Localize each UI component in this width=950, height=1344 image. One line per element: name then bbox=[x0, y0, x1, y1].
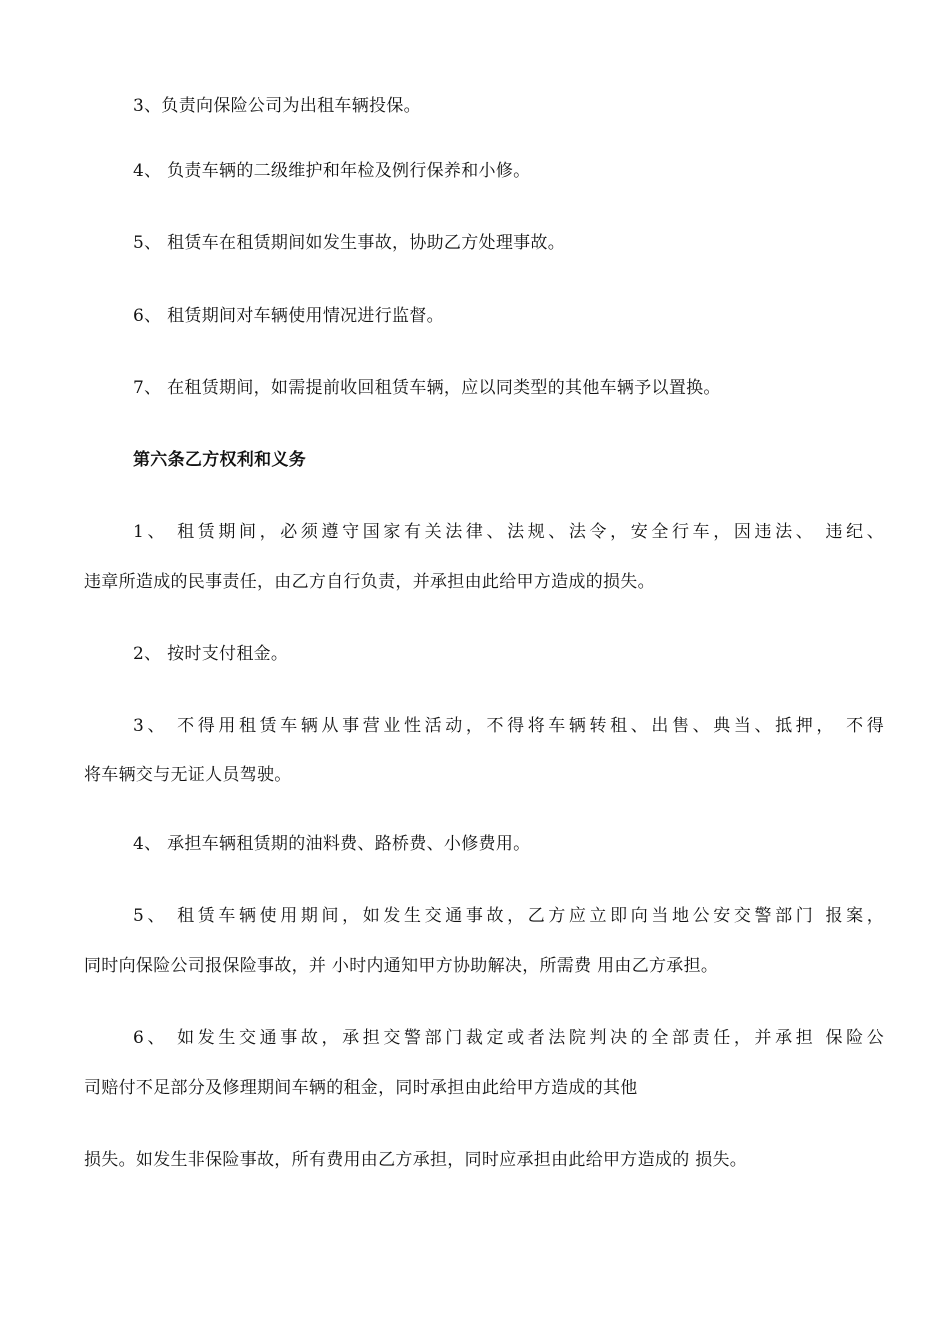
party-b-item-2: 2、 按时支付租金。 bbox=[133, 644, 289, 664]
party-b-item-5-line-1: 5、 租赁车辆使用期间，如发生交通事故，乙方应立即向当地公安交警部门 报案， bbox=[133, 906, 884, 926]
duty-item-7: 7、 在租赁期间，如需提前收回租赁车辆，应以同类型的其他车辆予以置换。 bbox=[133, 378, 721, 398]
duty-item-4: 4、 负责车辆的二级维护和年检及例行保养和小修。 bbox=[133, 161, 531, 181]
duty-item-5: 5、 租赁车在租赁期间如发生事故，协助乙方处理事故。 bbox=[133, 233, 566, 253]
party-b-item-1-line-1: 1、 租赁期间，必须遵守国家有关法律、法规、法令，安全行车，因违法、 违纪、 bbox=[133, 522, 884, 542]
duty-item-3: 3、负责向保险公司为出租车辆投保。 bbox=[133, 96, 421, 116]
party-b-item-6-line-2: 司赔付不足部分及修理期间车辆的租金，同时承担由此给甲方造成的其他 bbox=[84, 1078, 638, 1098]
party-b-item-4: 4、 承担车辆租赁期的油料费、路桥费、小修费用。 bbox=[133, 834, 531, 854]
duty-item-6: 6、 租赁期间对车辆使用情况进行监督。 bbox=[133, 306, 444, 326]
party-b-item-3-line-1: 3、 不得用租赁车辆从事营业性活动，不得将车辆转租、出售、典当、抵押， 不得 bbox=[133, 716, 884, 736]
section-heading-article-6: 第六条乙方权利和义务 bbox=[133, 450, 306, 470]
party-b-item-6-line-1: 6、 如发生交通事故，承担交警部门裁定或者法院判决的全部责任，并承担 保险公 bbox=[133, 1028, 884, 1048]
party-b-item-5-line-2: 同时向保险公司报保险事故，并 小时内通知甲方协助解决，所需费 用由乙方承担。 bbox=[84, 956, 719, 976]
party-b-item-1-line-2: 违章所造成的民事责任，由乙方自行负责，并承担由此给甲方造成的损失。 bbox=[84, 572, 655, 592]
party-b-item-6-line-3: 损失。如发生非保险事故，所有费用由乙方承担，同时应承担由此给甲方造成的 损失。 bbox=[84, 1150, 748, 1170]
party-b-item-3-line-2: 将车辆交与无证人员驾驶。 bbox=[84, 765, 292, 785]
